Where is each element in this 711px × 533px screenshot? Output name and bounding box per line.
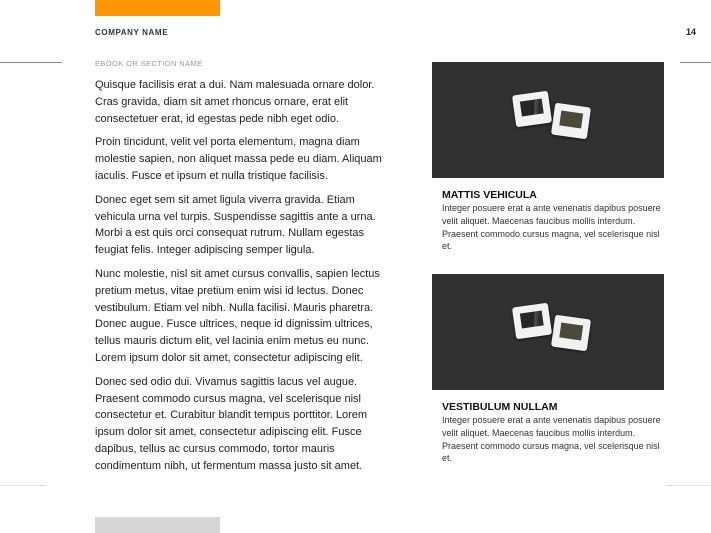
footer-bar [95,517,220,533]
body-text [95,77,385,482]
section-name: EBOOK OR SECTION NAME [95,59,203,68]
media-placeholder-1 [432,62,664,178]
accent-bar [95,0,220,16]
paragraph: Proin tincidunt, velit vel porta elementum, magna diam molestie sapien, non aliquet massa pede eu diam. Aliquam iaculis. Fusce et ipsum et nulla tristique facilisis. [95,136,382,182]
media-placeholder-2 [432,274,664,390]
divider-right-bottom [666,485,711,486]
paragraph: Nunc molestie, nisl sit amet cursus convallis, sapien lectus pretium metus, vitae pretium enim wisi id lectus. Donec vestibulum. Etiam vel nibh. Nulla facilisi. Mauris pharetra. Donec augue. Fusce ultrices, neque id dignissim ultrices, tellus mauris dictum elit, vel lacinia enim metus eu nunc. Lorem ipsum dolor sit amet, consectetur adipiscing elit. [95,267,380,364]
paragraph: Donec eget sem sit amet ligula viverra gravida. Etiam vehicula urna vel turpis. Suspendisse sagittis ante a urna. Morbi a est quis orci consequat rutrum. Nullam egestas feugiat felis. Integer adipiscing semper ligula. [95,193,376,257]
page-number: 14 [686,27,697,37]
company-name: COMPANY NAME [95,28,169,37]
media-caption: Integer posuere erat a ante venenatis dapibus posuere velit aliquet. Maecenas faucibus mollis interdum. Praesent commodo cursus magna, vel scelerisque nisl et. [442,203,661,252]
media-caption: Integer posuere erat a ante venenatis dapibus posuere velit aliquet. Maecenas faucibus mollis interdum. Praesent commodo cursus magna, vel scelerisque nisl et. [442,415,661,464]
paragraph: Quisque facilisis erat a dui. Nam malesuada ornare dolor. Cras gravida, diam sit amet rhoncus ornare, erat elit consectetuer erat, id egestas pede nibh eget odio. [95,79,375,125]
media-title: MATTIS VEHICULA [442,189,537,201]
divider-left-bottom [0,485,46,486]
paragraph: Donec sed odio dui. Vivamus sagittis lacus vel augue. Praesent commodo cursus magna, vel scelerisque nisl consectetur et. Curabitur blandit tempus porttitor. Lorem ipsum dolor sit amet, consectetur adipiscing elit. Fusce dapibus, tellus ac cursus commodo, tortor mauris condimentum nibh, ut fermentum massa justo sit amet. [95,375,368,472]
divider-left [0,62,62,63]
media-title: VESTIBULUM NULLAM [442,401,558,413]
divider-right [680,62,711,63]
